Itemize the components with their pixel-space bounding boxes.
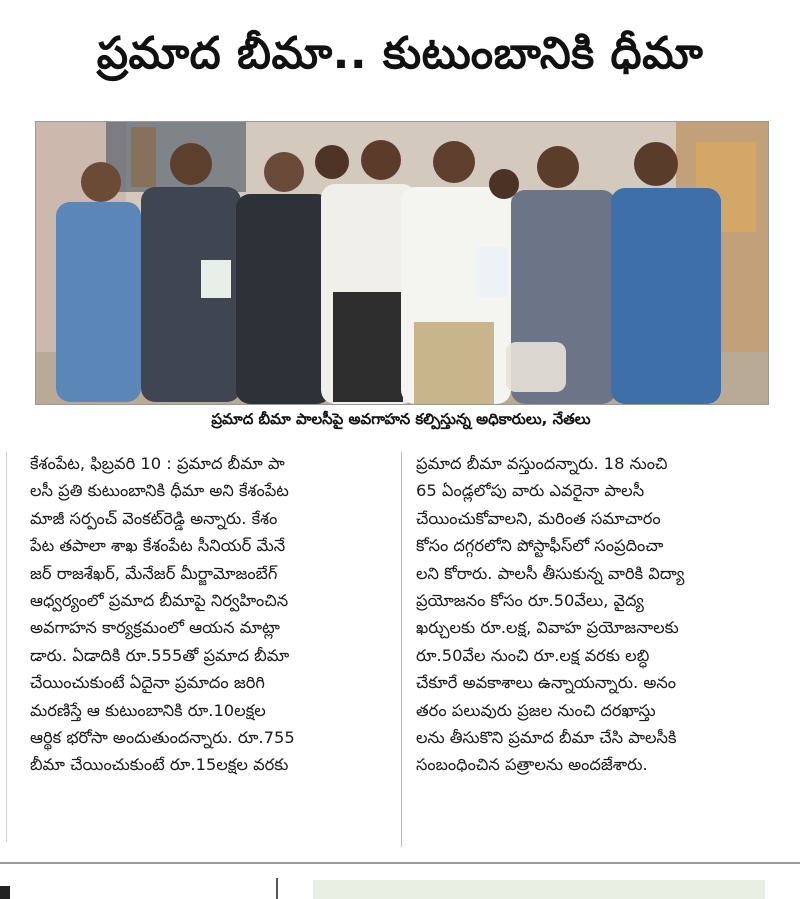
- top-cut-headline: [0, 0, 800, 16]
- bottom-marker: [0, 886, 10, 899]
- text-line: ఖర్చులకు రూ.లక్ష, వివాహ ప్రయోజనాలకు: [416, 618, 679, 638]
- headline: ప్రమాద బీమా.. కుటుంబానికి ధీమా: [96, 28, 704, 79]
- text-line: ఆర్థిక భరోసా అందుతుందన్నారు. రూ.755: [30, 728, 295, 748]
- text-line: లని కోరారు. పాలసీ తీసుకున్న వారికి విద్యా: [416, 563, 685, 583]
- bottom-separator: [276, 878, 278, 899]
- text-line: పేట తపాలా శాఖ కేశంపేట సీనియర్ మేనే: [30, 536, 286, 556]
- text-line: కేశంపేట, ఫిబ్రవరి 10 : ప్రమాద బీమా పా: [30, 454, 285, 473]
- text-line: 65 ఏండ్లలోపు వారు ఎవరైనా పాలసీ: [416, 481, 645, 501]
- text-line: చేయించుకోవాలని, మరింత సమాచారం: [416, 508, 661, 528]
- article-column-left: [30, 450, 400, 779]
- text-line: బీమా చేయించుకుంటే రూ.15లక్షల వరకు: [30, 755, 289, 775]
- text-line: జర్ రాజశేఖర్, మేనేజర్ మీర్జామోజంబేగ్: [30, 563, 278, 583]
- text-line: మరణిస్తే ఆ కుటుంబానికి రూ.10లక్షల: [30, 700, 266, 720]
- text-line: చేకూరే అవకాశాలు ఉన్నాయన్నారు. అనం: [416, 673, 677, 693]
- text-line: రూ.50వేల నుంచి రూ.లక్ష వరకు లబ్ధి: [416, 645, 650, 665]
- text-line: అవగాహన కార్యక్రమంలో ఆయన మాట్లా: [30, 618, 280, 638]
- person-7: [489, 169, 519, 199]
- text-line: లను తీసుకొని ప్రమాద బీమా చేసి పాలసీకి: [416, 728, 677, 748]
- left-margin-rule: [6, 452, 7, 842]
- news-photo: [35, 121, 769, 405]
- next-article-box: [313, 880, 765, 899]
- group-photo-illustration: [36, 122, 768, 404]
- text-line: మాజీ సర్పంచ్ వెంకట్‌రెడ్డి అన్నారు. కేశం: [30, 508, 278, 528]
- text-line: ప్రయోజనం కోసం రూ.50వేలు, వైద్య: [416, 591, 644, 611]
- text-line: చేయించుకుంటే ఏదైనా ప్రమాదం జరిగి: [30, 673, 265, 693]
- photo-caption: ప్రమాద బీమా పాలసీపై అవగాహన కల్పిస్తున్న అధికారులు, నేతలు: [211, 410, 591, 428]
- text-line: కోసం దగ్గరలోని పోస్టాఫీస్‌లో సంప్రదించా: [416, 536, 664, 556]
- column-divider: [401, 452, 402, 847]
- person-4: [315, 145, 349, 179]
- text-line: ప్రమాద బీమా వస్తుందన్నారు. 18 నుంచి: [416, 454, 668, 473]
- text-line: తరం పలువురు ప్రజల నుంచి దరఖాస్తు: [416, 700, 656, 720]
- text-line: లసీ ప్రతి కుటుంబానికి ధీమా అని కేశంపేట: [30, 481, 289, 501]
- text-line: ఆధ్వర్యంలో ప్రమాద బీమాపై నిర్వహించిన: [30, 591, 289, 611]
- text-line: డారు. ఏడాదికి రూ.555తో ప్రమాద బీమా: [30, 645, 290, 665]
- bottom-rule: [0, 862, 800, 864]
- article-column-right: [416, 450, 786, 779]
- text-line: సంబంధించిన పత్రాలను అందజేశారు.: [416, 755, 648, 775]
